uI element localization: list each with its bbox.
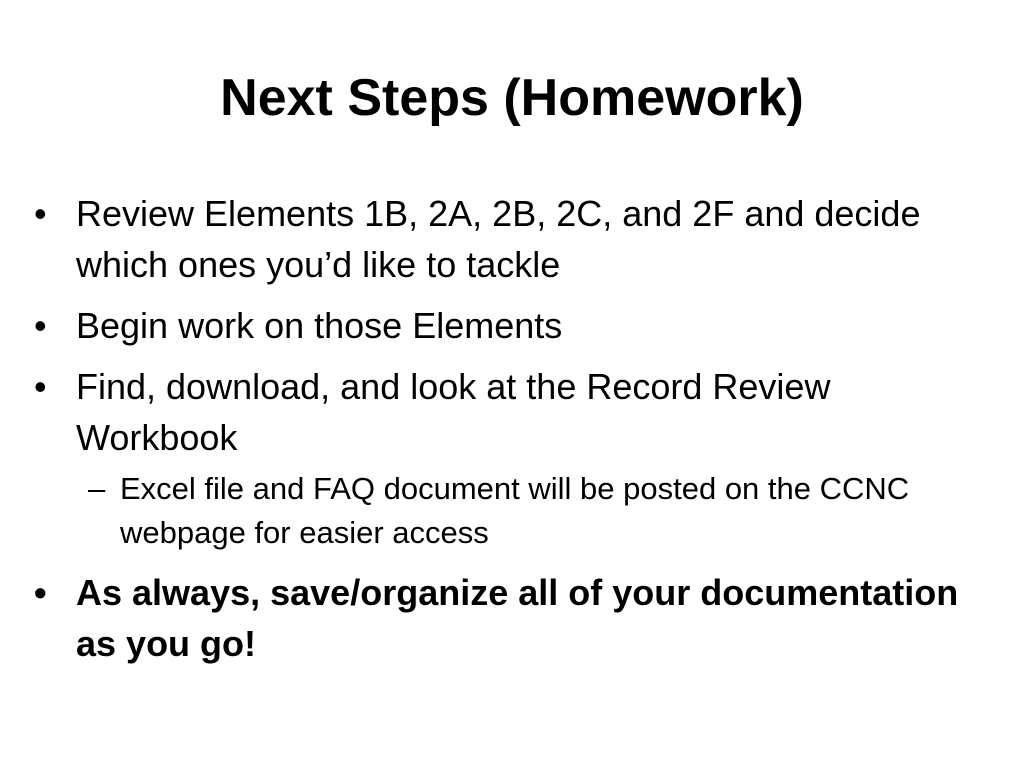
bullet-item-emphasis <box>30 567 990 669</box>
bullet-item <box>30 361 990 463</box>
sub-bullet-text: Excel file and FAQ document will be posted on the CCNC webpage for easier access <box>120 471 910 550</box>
bullet-text: Begin work on those Elements <box>76 305 563 346</box>
sub-bullet-item <box>30 467 990 555</box>
bullet-marker: • <box>34 572 47 613</box>
sub-bullet-marker: – <box>88 471 106 506</box>
bullet-list <box>30 188 990 679</box>
bullet-marker: • <box>34 193 47 234</box>
slide-title: Next Steps (Homework) <box>220 69 804 127</box>
bullet-marker: • <box>34 366 47 407</box>
bullet-item <box>30 188 990 290</box>
bullet-marker: • <box>34 305 47 346</box>
bullet-item <box>30 300 990 351</box>
bullet-text: Find, download, and look at the Record Review Workbook <box>76 366 831 458</box>
bullet-text: Review Elements 1B, 2A, 2B, 2C, and 2F and decide which ones you’d like to tackle <box>76 193 921 285</box>
bullet-text: As always, save/organize all of your documentation as you go! <box>76 572 959 664</box>
